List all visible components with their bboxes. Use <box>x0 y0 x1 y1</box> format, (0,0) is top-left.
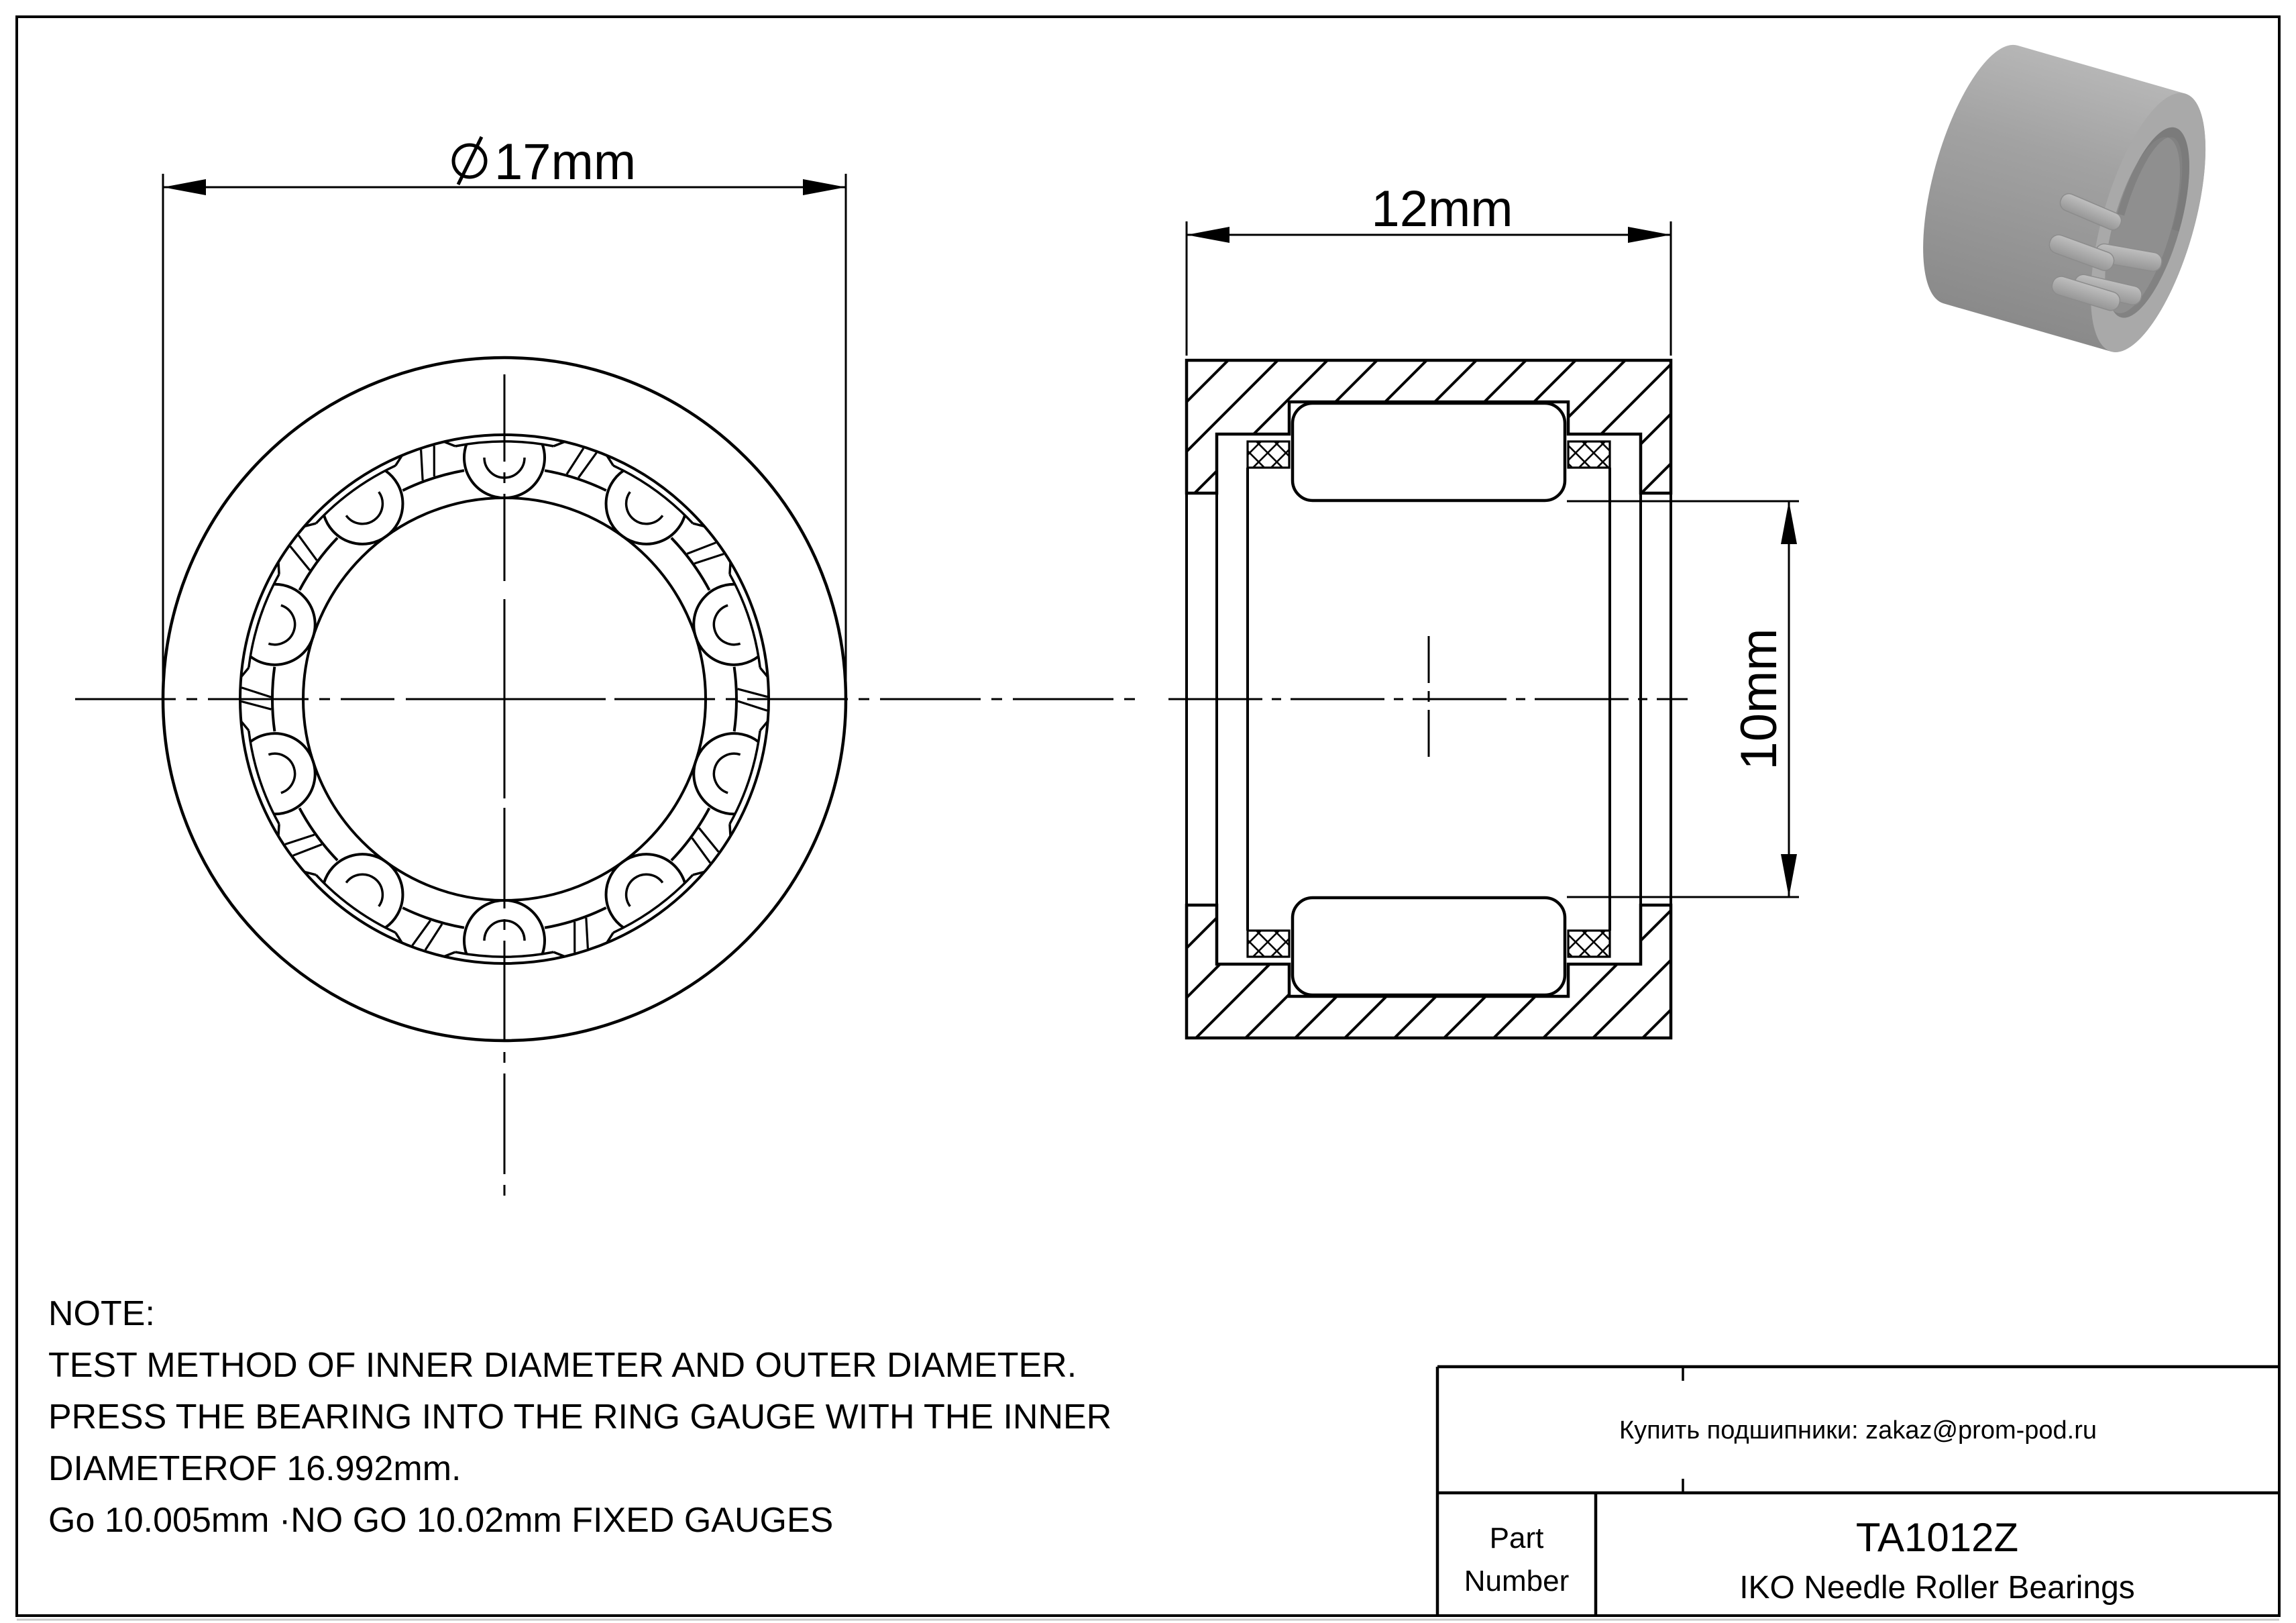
part-label-line1: Part <box>1489 1522 1544 1555</box>
arrowhead-right-icon <box>1628 227 1671 243</box>
part-label-line2: Number <box>1464 1565 1570 1598</box>
part-number-value: TA1012Z <box>1855 1515 2019 1560</box>
title-block <box>1437 1367 2279 1616</box>
section-view <box>1168 180 1799 1038</box>
product-line-text: IKO Needle Roller Bearings <box>1739 1570 2135 1606</box>
note-line: DIAMETEROF 16.992mm. <box>48 1449 461 1488</box>
width-dimension <box>1187 180 1671 356</box>
arrowhead-left-icon <box>1187 227 1229 243</box>
note-block <box>48 1294 1111 1540</box>
od-dimension-label: 17mm <box>494 134 637 191</box>
bore-dimension-label: 10mm <box>1731 628 1788 770</box>
diameter-symbol-icon <box>453 137 486 185</box>
note-line: PRESS THE BEARING INTO THE RING GAUGE WITH THE INNER <box>48 1398 1112 1436</box>
roller-section-top <box>1293 403 1565 501</box>
arrowhead-down-icon <box>1781 854 1797 897</box>
front-view <box>75 134 1135 1201</box>
arrowhead-left-icon <box>163 179 206 195</box>
bearing-3d-render <box>1900 33 2229 364</box>
note-heading: NOTE: <box>48 1294 155 1333</box>
contact-text: Купить подшипники: zakaz@prom-pod.ru <box>1619 1416 2097 1445</box>
width-dimension-label: 12mm <box>1371 180 1513 238</box>
note-line: TEST METHOD OF INNER DIAMETER AND OUTER DIAMETER. <box>48 1346 1077 1385</box>
note-line: Go 10.005mm ·NO GO 10.02mm FIXED GAUGES <box>48 1501 834 1540</box>
roller-section-bottom <box>1293 898 1565 995</box>
arrowhead-up-icon <box>1781 501 1797 544</box>
arrowhead-right-icon <box>803 179 846 195</box>
front-view-centerlines <box>75 374 1135 1201</box>
